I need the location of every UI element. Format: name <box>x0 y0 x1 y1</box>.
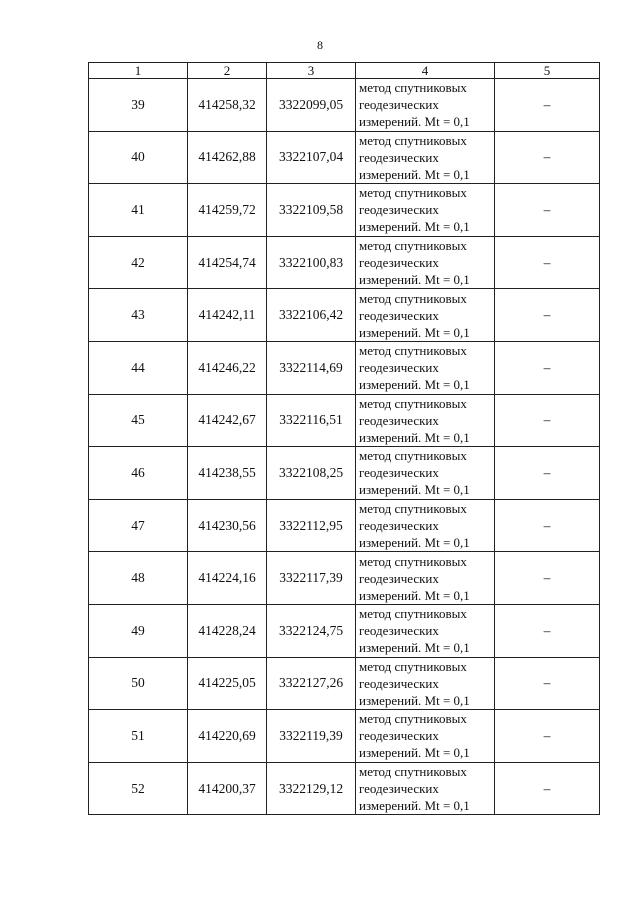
method-cell <box>356 131 495 184</box>
column-header-1: 1 <box>89 63 188 79</box>
page-number: 8 <box>317 38 323 52</box>
method-cell <box>356 710 495 763</box>
method-line: метод спутниковых <box>359 290 467 306</box>
column-header-4: 4 <box>356 63 495 79</box>
coordinate-x-cell: 414262,88 <box>188 131 267 184</box>
method-line: метод спутниковых <box>359 764 467 780</box>
method-cell <box>356 762 495 815</box>
method-line: метод спутниковых <box>359 606 467 622</box>
column-header-2: 2 <box>188 63 267 79</box>
point-number-cell: 45 <box>89 394 188 447</box>
note-cell: – <box>495 604 600 657</box>
method-cell <box>356 394 495 447</box>
header-row <box>89 63 600 79</box>
method-line: метод спутниковых <box>359 448 467 464</box>
method-line: геодезических <box>359 465 439 481</box>
method-line: измерений. Mt = 0,1 <box>359 114 470 130</box>
point-number-cell: 44 <box>89 341 188 394</box>
coordinate-y-cell: 3322124,75 <box>267 604 356 657</box>
point-number-cell: 46 <box>89 447 188 500</box>
coordinate-y-cell: 3322108,25 <box>267 447 356 500</box>
table-row <box>89 79 600 132</box>
method-line: метод спутниковых <box>359 343 467 359</box>
table-body <box>89 79 600 815</box>
coordinate-x-cell: 414246,22 <box>188 341 267 394</box>
method-line: геодезических <box>359 623 439 639</box>
point-number-cell: 47 <box>89 499 188 552</box>
method-line: геодезических <box>359 307 439 323</box>
coordinate-x-cell: 414242,67 <box>188 394 267 447</box>
method-line: геодезических <box>359 675 439 691</box>
method-line: геодезических <box>359 202 439 218</box>
table-row <box>89 604 600 657</box>
coordinate-x-cell: 414225,05 <box>188 657 267 710</box>
method-line: метод спутниковых <box>359 553 467 569</box>
coordinate-x-cell: 414258,32 <box>188 79 267 132</box>
point-number-cell: 42 <box>89 236 188 289</box>
note-cell: – <box>495 341 600 394</box>
method-line: измерений. Mt = 0,1 <box>359 219 470 235</box>
method-line: измерений. Mt = 0,1 <box>359 798 470 814</box>
method-line: метод спутниковых <box>359 132 467 148</box>
point-number-cell: 39 <box>89 79 188 132</box>
method-line: геодезических <box>359 570 439 586</box>
method-line: метод спутниковых <box>359 711 467 727</box>
note-cell: – <box>495 236 600 289</box>
coordinate-y-cell: 3322119,39 <box>267 710 356 763</box>
point-number-cell: 52 <box>89 762 188 815</box>
method-line: геодезических <box>359 728 439 744</box>
point-number-cell: 50 <box>89 657 188 710</box>
method-line: геодезических <box>359 149 439 165</box>
coordinate-x-cell: 414220,69 <box>188 710 267 763</box>
table-row <box>89 341 600 394</box>
point-number-cell: 51 <box>89 710 188 763</box>
method-line: измерений. Mt = 0,1 <box>359 535 470 551</box>
method-line: метод спутниковых <box>359 238 467 254</box>
note-cell: – <box>495 289 600 342</box>
method-line: метод спутниковых <box>359 395 467 411</box>
method-line: метод спутниковых <box>359 658 467 674</box>
method-line: измерений. Mt = 0,1 <box>359 587 470 603</box>
table-row <box>89 762 600 815</box>
coordinate-y-cell: 3322099,05 <box>267 79 356 132</box>
table-row <box>89 657 600 710</box>
table-row <box>89 289 600 342</box>
column-header-3: 3 <box>267 63 356 79</box>
point-number-cell: 40 <box>89 131 188 184</box>
note-cell: – <box>495 710 600 763</box>
method-line: геодезических <box>359 412 439 428</box>
coordinate-y-cell: 3322129,12 <box>267 762 356 815</box>
coordinate-y-cell: 3322127,26 <box>267 657 356 710</box>
method-line: измерений. Mt = 0,1 <box>359 324 470 340</box>
coordinates-table <box>88 62 600 815</box>
table-row <box>89 131 600 184</box>
coordinate-x-cell: 414224,16 <box>188 552 267 605</box>
table-row <box>89 236 600 289</box>
table-row <box>89 499 600 552</box>
note-cell: – <box>495 499 600 552</box>
method-line: измерений. Mt = 0,1 <box>359 692 470 708</box>
method-line: метод спутниковых <box>359 80 467 96</box>
table-row <box>89 710 600 763</box>
method-line: геодезических <box>359 518 439 534</box>
note-cell: – <box>495 184 600 237</box>
coordinate-y-cell: 3322106,42 <box>267 289 356 342</box>
note-cell: – <box>495 131 600 184</box>
coordinate-x-cell: 414259,72 <box>188 184 267 237</box>
point-number-cell: 49 <box>89 604 188 657</box>
coordinate-x-cell: 414254,74 <box>188 236 267 289</box>
method-cell <box>356 604 495 657</box>
coordinate-y-cell: 3322116,51 <box>267 394 356 447</box>
table-row <box>89 552 600 605</box>
table-header <box>89 63 600 79</box>
coordinate-x-cell: 414228,24 <box>188 604 267 657</box>
coordinate-y-cell: 3322117,39 <box>267 552 356 605</box>
table-row <box>89 447 600 500</box>
method-cell <box>356 552 495 605</box>
coordinate-y-cell: 3322107,04 <box>267 131 356 184</box>
note-cell: – <box>495 447 600 500</box>
column-header-5: 5 <box>495 63 600 79</box>
point-number-cell: 48 <box>89 552 188 605</box>
table-row <box>89 184 600 237</box>
method-cell <box>356 341 495 394</box>
method-line: измерений. Mt = 0,1 <box>359 272 470 288</box>
method-cell <box>356 447 495 500</box>
note-cell: – <box>495 79 600 132</box>
coordinate-y-cell: 3322100,83 <box>267 236 356 289</box>
method-cell <box>356 236 495 289</box>
method-line: метод спутниковых <box>359 501 467 517</box>
point-number-cell: 43 <box>89 289 188 342</box>
method-cell <box>356 79 495 132</box>
coordinate-x-cell: 414238,55 <box>188 447 267 500</box>
method-line: измерений. Mt = 0,1 <box>359 482 470 498</box>
method-line: измерений. Mt = 0,1 <box>359 377 470 393</box>
method-line: геодезических <box>359 781 439 797</box>
coordinate-y-cell: 3322114,69 <box>267 341 356 394</box>
coordinate-x-cell: 414200,37 <box>188 762 267 815</box>
coordinate-x-cell: 414230,56 <box>188 499 267 552</box>
method-line: измерений. Mt = 0,1 <box>359 429 470 445</box>
point-number-cell: 41 <box>89 184 188 237</box>
coordinate-y-cell: 3322112,95 <box>267 499 356 552</box>
method-cell <box>356 289 495 342</box>
coordinate-x-cell: 414242,11 <box>188 289 267 342</box>
note-cell: – <box>495 762 600 815</box>
table-row <box>89 394 600 447</box>
method-line: геодезических <box>359 360 439 376</box>
method-cell <box>356 657 495 710</box>
method-line: метод спутниковых <box>359 185 467 201</box>
method-cell <box>356 184 495 237</box>
coordinate-y-cell: 3322109,58 <box>267 184 356 237</box>
note-cell: – <box>495 657 600 710</box>
method-line: измерений. Mt = 0,1 <box>359 166 470 182</box>
method-line: геодезических <box>359 255 439 271</box>
note-cell: – <box>495 394 600 447</box>
method-line: измерений. Mt = 0,1 <box>359 640 470 656</box>
method-line: геодезических <box>359 97 439 113</box>
method-cell <box>356 499 495 552</box>
method-line: измерений. Mt = 0,1 <box>359 745 470 761</box>
note-cell: – <box>495 552 600 605</box>
